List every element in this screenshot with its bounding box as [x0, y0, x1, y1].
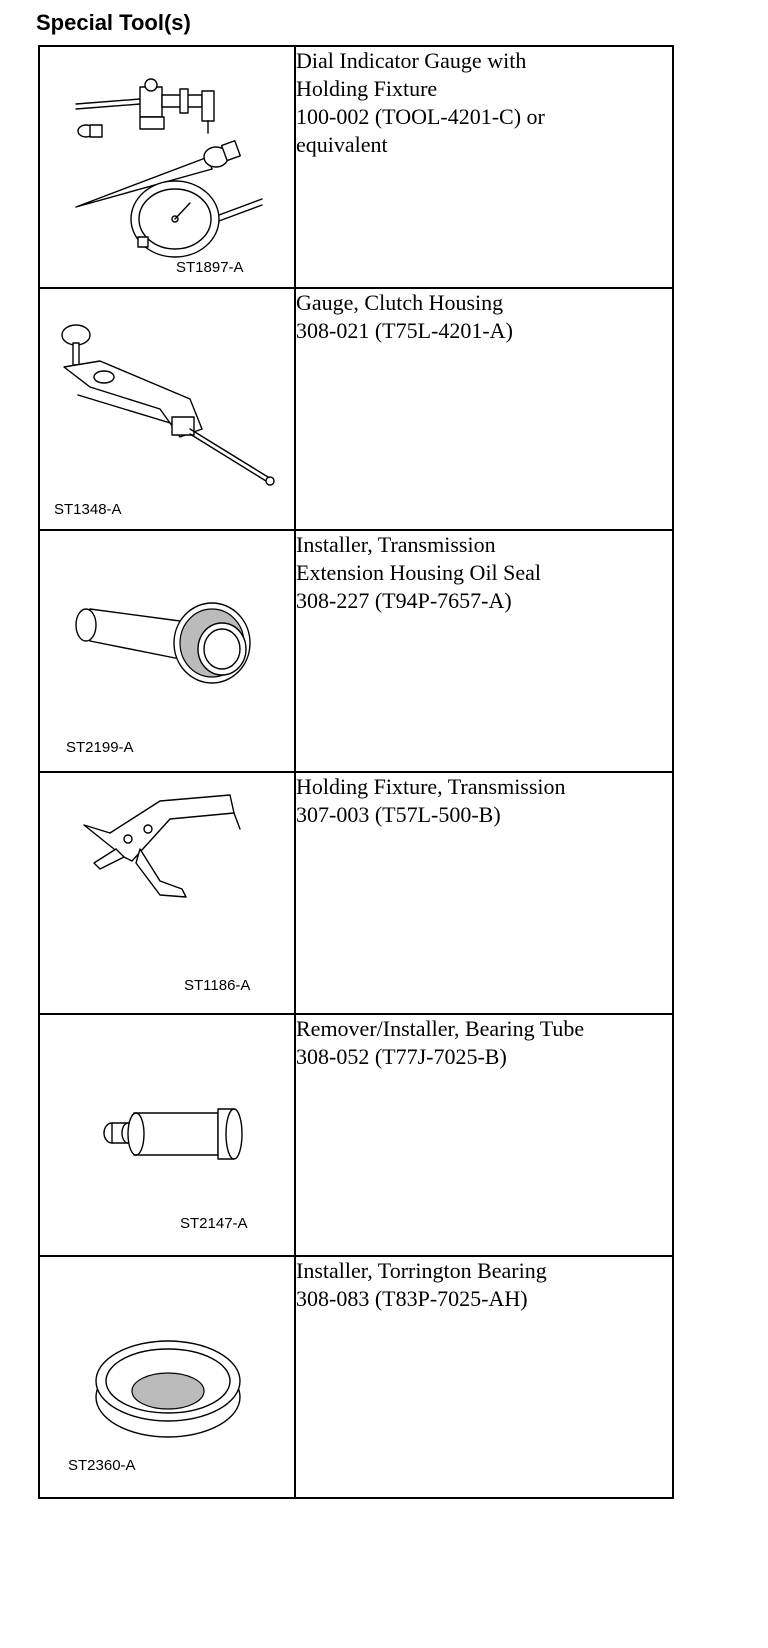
- tool-name-line: Holding Fixture, Transmission: [296, 774, 566, 799]
- tool-name-line: Gauge, Clutch Housing: [296, 290, 504, 315]
- tool-part-number: 308-052 (T77J-7025-B): [296, 1044, 507, 1069]
- oil-seal-installer-illustration: [40, 531, 294, 771]
- tool-part-number: 308-227 (T94P-7657-A): [296, 588, 512, 613]
- tool-name-line: Holding Fixture: [296, 76, 438, 101]
- tool-illustration-cell: [39, 772, 295, 1014]
- clutch-housing-gauge-illustration: [40, 289, 294, 529]
- tool-description: [295, 1256, 673, 1498]
- tool-description: [295, 288, 673, 530]
- tool-figure-code: ST1186-A: [184, 977, 251, 994]
- tool-figure-code: ST1897-A: [176, 259, 244, 276]
- tool-illustration-cell: [39, 530, 295, 772]
- tool-part-number: 308-021 (T75L-4201-A): [296, 318, 513, 343]
- tool-figure-code: ST1348-A: [54, 501, 122, 518]
- tool-figure-code: ST2199-A: [66, 739, 134, 756]
- dial-indicator-illustration: [40, 47, 294, 287]
- tool-part-number: 100-002 (TOOL-4201-C) or: [296, 104, 545, 129]
- tool-row: [39, 1014, 673, 1256]
- tool-name-line: equivalent: [296, 132, 388, 157]
- tool-part-number: 307-003 (T57L-500-B): [296, 802, 501, 827]
- special-tools-table: [38, 45, 674, 1499]
- tool-name-line: Remover/Installer, Bearing Tube: [296, 1016, 585, 1041]
- tool-row: [39, 288, 673, 530]
- section-heading: Special Tool(s): [36, 10, 191, 35]
- tool-row: [39, 1256, 673, 1498]
- tool-illustration-cell: [39, 46, 295, 288]
- tool-name-line: Extension Housing Oil Seal: [296, 560, 542, 585]
- tool-figure-code: ST2360-A: [68, 1457, 136, 1474]
- tool-name-line: Dial Indicator Gauge with: [296, 48, 527, 73]
- tool-illustration-cell: [39, 1256, 295, 1498]
- tool-description: [295, 1014, 673, 1256]
- tool-name-line: Installer, Torrington Bearing: [296, 1258, 547, 1283]
- tool-illustration-cell: [39, 1014, 295, 1256]
- tool-part-number: 308-083 (T83P-7025-AH): [296, 1286, 528, 1311]
- tool-row: [39, 46, 673, 288]
- tool-description: [295, 46, 673, 288]
- tool-row: [39, 530, 673, 772]
- tool-name-line: Installer, Transmission: [296, 532, 496, 557]
- tool-figure-code: ST2147-A: [180, 1215, 248, 1232]
- tool-description: [295, 530, 673, 772]
- tool-description: [295, 772, 673, 1014]
- bearing-tube-tool-illustration: [40, 1015, 294, 1255]
- holding-fixture-illustration: [40, 773, 294, 1013]
- tool-row: [39, 772, 673, 1014]
- tool-illustration-cell: [39, 288, 295, 530]
